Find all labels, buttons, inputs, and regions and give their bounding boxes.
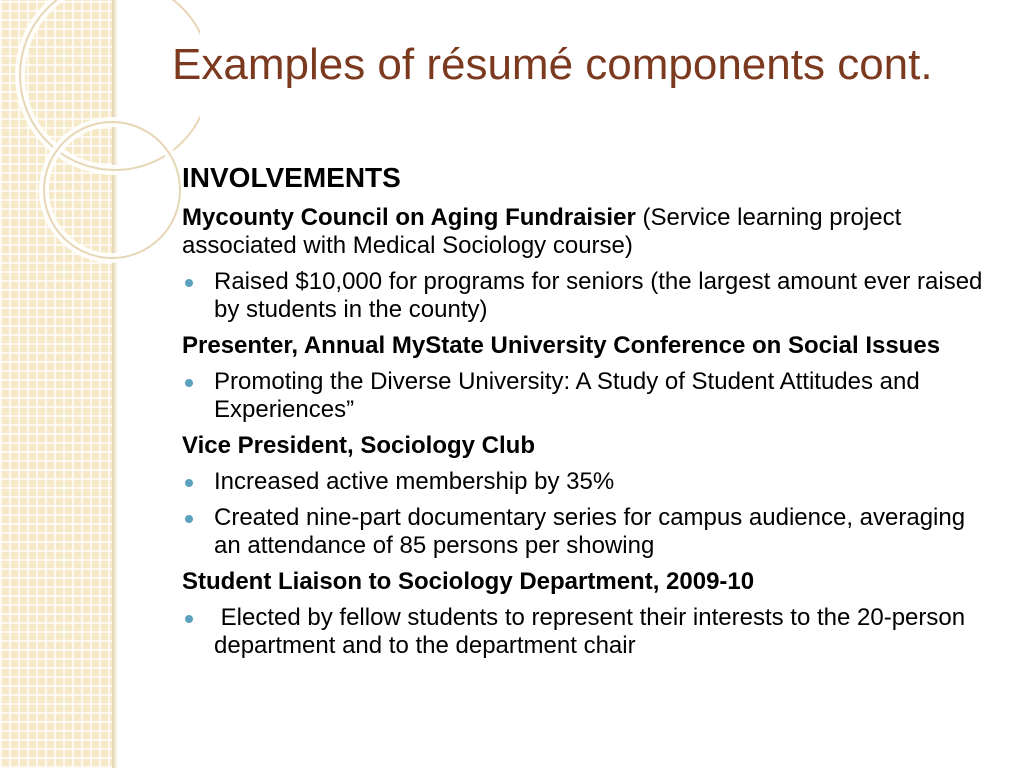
bullet-text: Promoting the Diverse University: A Study of Student Attitudes and Experiences” xyxy=(214,368,920,423)
entry-title-student-liaison xyxy=(182,568,992,596)
section-heading: INVOLVEMENTS xyxy=(182,162,401,193)
bullet-dot-icon xyxy=(185,479,193,487)
entry-title-bold: Mycounty Council on Aging Fundraisier xyxy=(182,204,636,231)
entry-title-bold: Vice President, Sociology Club xyxy=(182,432,535,459)
bullet-dot-icon xyxy=(185,515,193,523)
entry-title-vice-president xyxy=(182,432,992,460)
list-item xyxy=(182,268,992,324)
bullet-text: Increased active membership by 35% xyxy=(214,468,615,495)
decorative-circles xyxy=(0,0,200,300)
bullet-dot-icon xyxy=(185,615,193,623)
slide-content xyxy=(182,162,992,668)
bullet-list xyxy=(182,604,992,660)
entry-title-fundraiser xyxy=(182,204,992,260)
bullet-text: Elected by fellow students to represent their interests to the 20-person department and to the department chair xyxy=(214,604,972,659)
entry-title-detail: (Service learning project associated with Medical Sociology course) xyxy=(182,204,902,259)
bullet-list xyxy=(182,268,992,324)
slide-title: Examples of résumé components cont. xyxy=(172,40,933,89)
bullet-list xyxy=(182,468,992,560)
list-item xyxy=(182,604,992,660)
bullet-dot-icon xyxy=(185,279,193,287)
bullet-text: Created nine-part documentary series for campus audience, averaging an attendance of 85 persons per showing xyxy=(214,504,966,559)
bullet-text: Raised $10,000 for programs for seniors (the largest amount ever raised by students in the county) xyxy=(214,268,983,323)
bullet-dot-icon xyxy=(185,379,193,387)
list-item xyxy=(182,468,992,496)
entry-title-bold: Presenter, Annual MyState University Conference on Social Issues xyxy=(182,332,941,359)
bullet-list xyxy=(182,368,992,424)
entry-title-presenter xyxy=(182,332,992,360)
list-item xyxy=(182,368,992,424)
list-item xyxy=(182,504,992,560)
entry-title-bold: Student Liaison to Sociology Department, 2009-10 xyxy=(182,568,755,595)
